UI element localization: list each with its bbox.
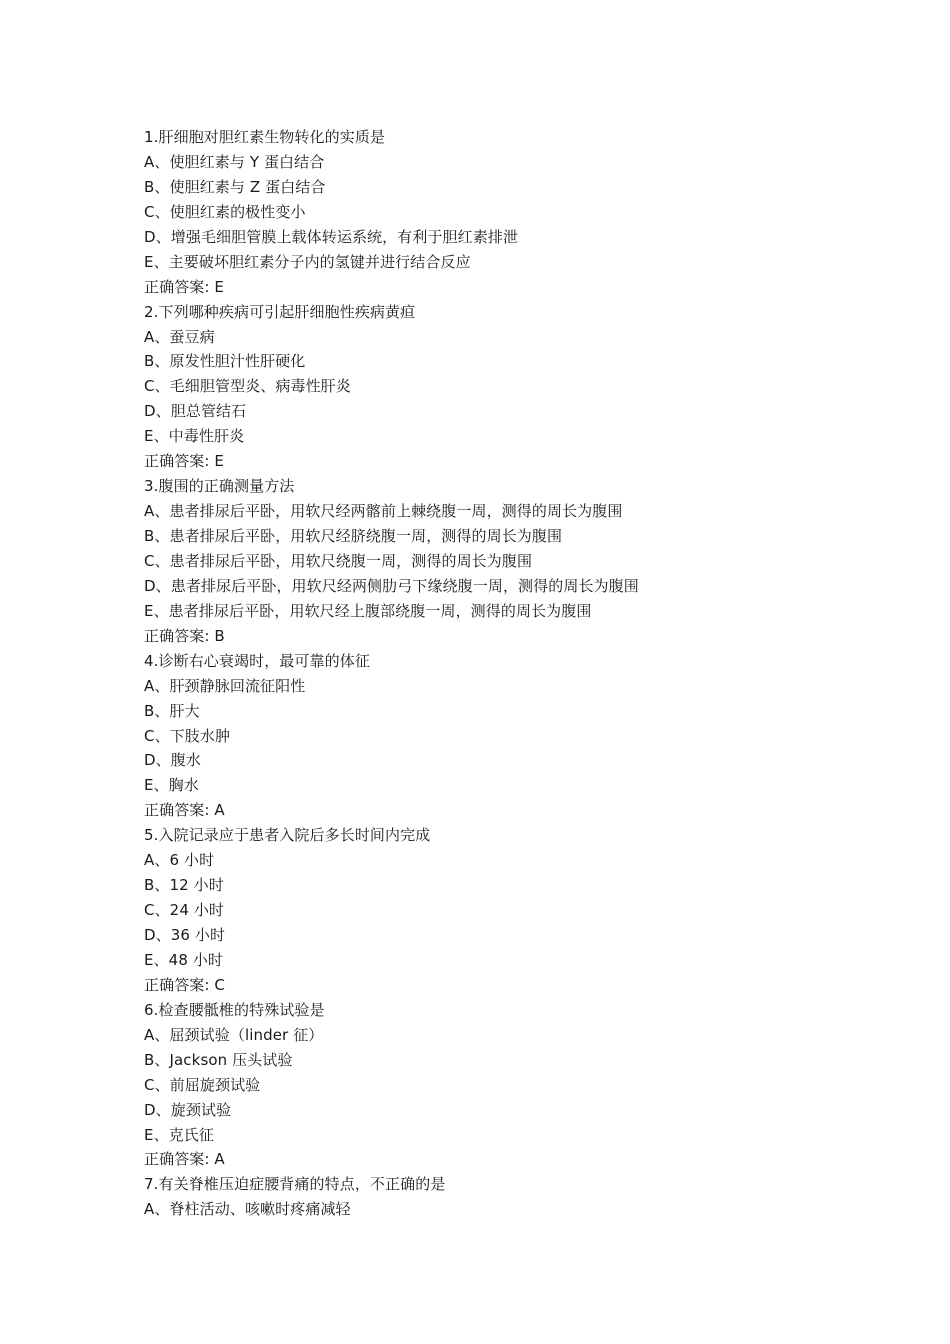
correct-answer: 正确答案: A	[144, 801, 225, 820]
answer-option: E、主要破坏胆红素分子内的氢键并进行结合反应	[144, 252, 471, 271]
question-stem: 6.检查腰骶椎的特殊试验是	[144, 1000, 325, 1019]
correct-answer: 正确答案: C	[144, 975, 225, 994]
answer-option: B、患者排尿后平卧，用软尺经脐绕腹一周，测得的周长为腹围	[144, 527, 563, 545]
answer-option: A、6 小时	[144, 851, 215, 870]
answer-option: B、Jackson 压头试验	[144, 1050, 293, 1069]
answer-option: E、48 小时	[144, 950, 224, 969]
answer-option: D、胆总管结石	[144, 402, 247, 421]
answer-option: B、原发性胆汁性肝硬化	[144, 352, 306, 371]
answer-option: E、患者排尿后平卧，用软尺经上腹部绕腹一周，测得的周长为腹围	[144, 601, 592, 620]
answer-option: A、蚕豆病	[144, 327, 215, 346]
answer-option: A、脊柱活动、咳嗽时疼痛减轻	[144, 1200, 351, 1219]
question-stem: 1.肝细胞对胆红素生物转化的实质是	[144, 128, 386, 146]
question-list	[144, 125, 844, 1222]
answer-option: C、下肢水肿	[144, 726, 231, 745]
correct-answer: 正确答案: E	[144, 277, 224, 296]
answer-option: C、使胆红素的极性变小	[144, 202, 306, 221]
correct-answer: 正确答案: A	[144, 1150, 225, 1169]
answer-option: A、屈颈试验（linder 征）	[144, 1025, 324, 1044]
answer-option: B、12 小时	[144, 876, 224, 895]
answer-option: C、患者排尿后平卧，用软尺绕腹一周，测得的周长为腹围	[144, 551, 533, 570]
answer-option: C、前屈旋颈试验	[144, 1075, 261, 1094]
correct-answer: 正确答案: E	[144, 452, 224, 471]
answer-option: D、增强毛细胆管膜上载体转运系统，有利于胆红素排泄	[144, 227, 519, 246]
answer-option: C、毛细胆管型炎、病毒性肝炎	[144, 377, 351, 396]
answer-option: A、使胆红素与 Y 蛋白结合	[144, 152, 325, 171]
answer-option: B、使胆红素与 Z 蛋白结合	[144, 177, 326, 196]
question-stem: 2.下列哪种疾病可引起肝细胞性疾病黄疸	[144, 302, 416, 321]
question-stem: 4.诊断右心衰竭时，最可靠的体征	[144, 651, 370, 670]
answer-option: D、患者排尿后平卧，用软尺经两侧肋弓下缘绕腹一周，测得的周长为腹围	[144, 576, 639, 595]
answer-option: D、36 小时	[144, 926, 226, 944]
answer-option: E、中毒性肝炎	[144, 427, 245, 446]
answer-option: B、肝大	[144, 701, 200, 720]
answer-option: E、胸水	[144, 776, 199, 795]
question-stem: 3.腹围的正确测量方法	[144, 477, 295, 496]
answer-option: A、患者排尿后平卧，用软尺经两髂前上棘绕腹一周，测得的周长为腹围	[144, 502, 623, 521]
answer-option: A、肝颈静脉回流征阳性	[144, 676, 306, 695]
answer-option: D、腹水	[144, 751, 201, 770]
question-stem: 7.有关脊椎压迫症腰背痛的特点，不正确的是	[144, 1175, 446, 1194]
answer-option: C、24 小时	[144, 901, 225, 920]
answer-option: D、旋颈试验	[144, 1100, 232, 1119]
correct-answer: 正确答案: B	[144, 626, 225, 645]
answer-option: E、克氏征	[144, 1125, 214, 1144]
question-stem: 5.入院记录应于患者入院后多长时间内完成	[144, 826, 431, 845]
